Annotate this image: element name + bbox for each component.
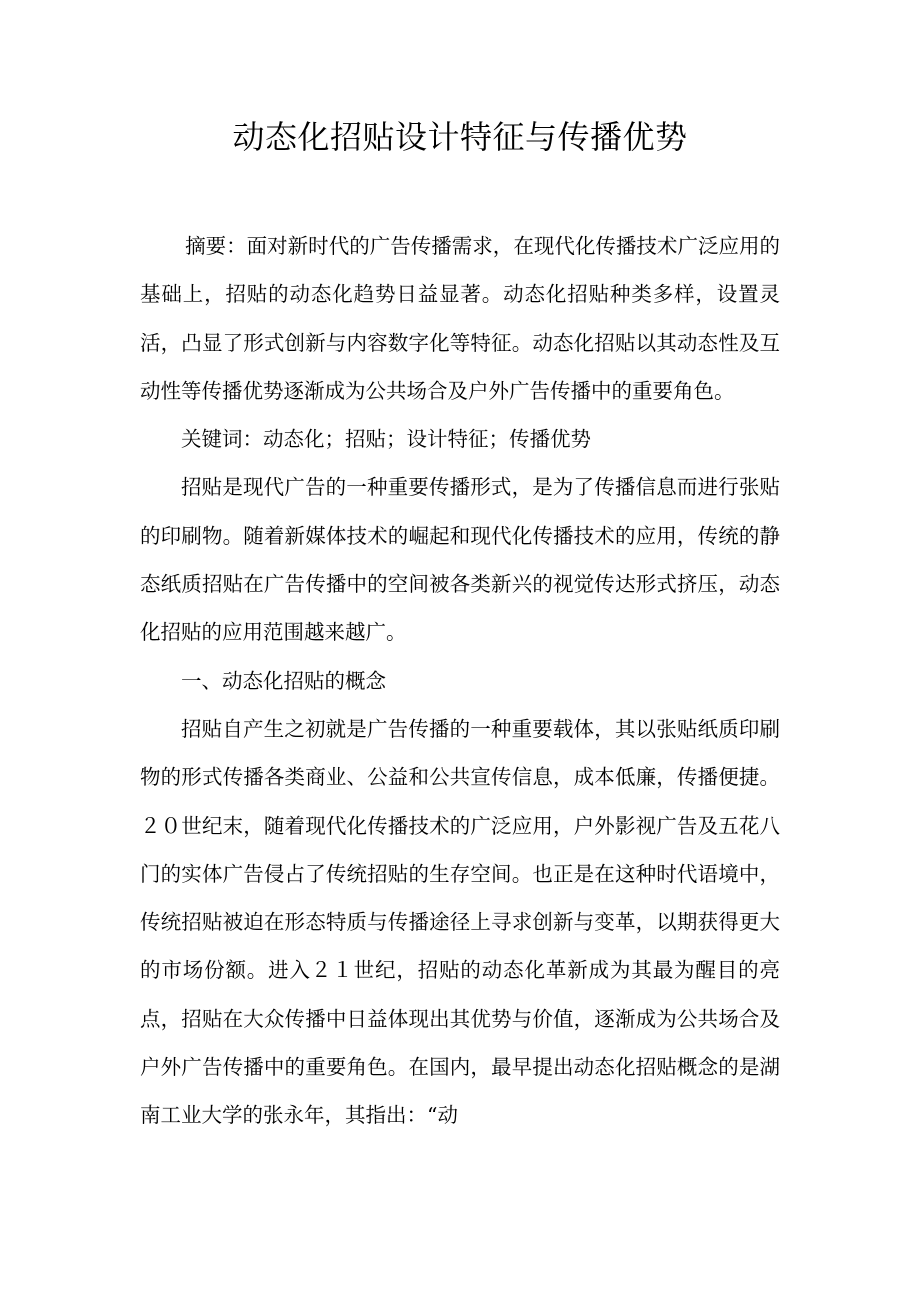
document-title: 动态化招贴设计特征与传播优势: [232, 118, 688, 156]
section-paragraph: 招贴自产生之初就是广告传播的一种重要载体，其以张贴纸质印刷物的形式传播各类商业、公益和公共宣传信息，成本低廉，传播便捷。２０世纪末，随着现代化传播技术的广泛应用，户外影视广告及五花八门的实体广告侵占了传统招贴的生存空间。也正是在这种时代语境中，传统招贴被迫在形态特质与传播途径上寻求创新与变革，以期获得更大的市场份额。进入２１世纪，招贴的动态化革新成为其最为醒目的亮点，招贴在大众传播中日益体现出其优势与价值，逐渐成为公共场合及户外广告传播中的重要角色。在国内，最早提出动态化招贴概念的是湖南工业大学的张永年，其指出：“动: [140, 716, 780, 1128]
document-body: [140, 222, 780, 1140]
abstract-paragraph: 摘要：面对新时代的广告传播需求，在现代化传播技术广泛应用的基础上，招贴的动态化趋势日益显著。动态化招贴种类多样，设置灵活，凸显了形式创新与内容数字化等特征。动态化招贴以其动态性及互动性等传播优势逐渐成为公共场合及户外广告传播中的重要角色。: [140, 234, 780, 403]
intro-paragraph: 招贴是现代广告的一种重要传播形式，是为了传播信息而进行张贴的印刷物。随着新媒体技术的崛起和现代化传播技术的应用，传统的静态纸质招贴在广告传播中的空间被各类新兴的视觉传达形式挤压，动态化招贴的应用范围越来越广。: [140, 475, 780, 645]
keywords-line: 关键词：动态化；招贴；设计特征；传播优势: [181, 427, 591, 452]
section-heading: 一、动态化招贴的概念: [181, 668, 386, 693]
